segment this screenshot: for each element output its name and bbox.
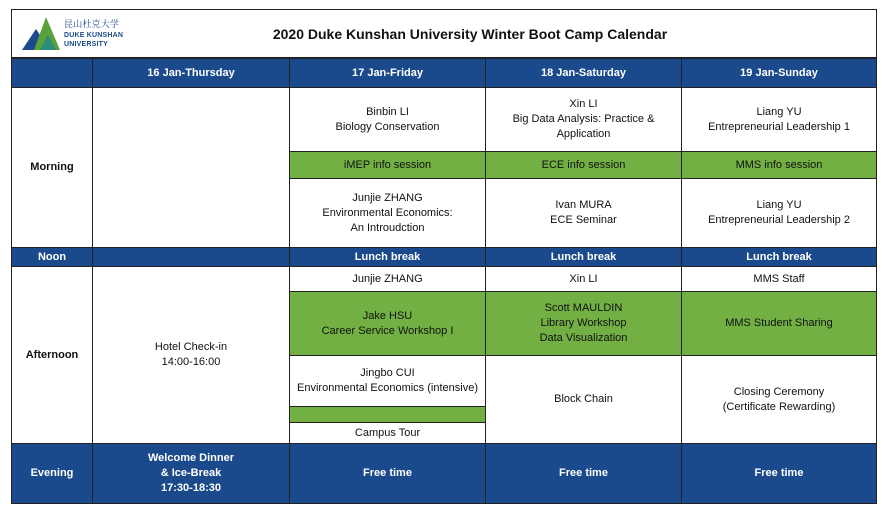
- friday-green-blank: [289, 406, 486, 423]
- sunday-morning-info-session: MMS info session: [681, 151, 877, 179]
- day-header-sunday: 19 Jan-Sunday: [681, 58, 877, 88]
- sunday-mms-staff: MMS Staff: [681, 266, 877, 292]
- period-label-noon: Noon: [11, 247, 93, 267]
- sunday-closing-ceremony: Closing Ceremony (Certificate Rewarding): [681, 355, 877, 444]
- friday-campus-tour: Campus Tour: [289, 422, 486, 444]
- friday-morning-session-2: Junjie ZHANG Environmental Economics: An Introudction: [289, 178, 486, 248]
- day-header-friday: 17 Jan-Friday: [289, 58, 486, 88]
- sunday-lunch-break: Lunch break: [681, 247, 877, 267]
- thursday-morning-empty: [92, 87, 290, 248]
- mountain-logo-icon: [22, 17, 62, 51]
- period-label-morning: Morning: [11, 87, 93, 248]
- sunday-morning-session-1: Liang YU Entrepreneurial Leadership 1: [681, 87, 877, 152]
- thursday-noon-empty: [92, 247, 290, 267]
- logo-line1: DUKE KUNSHAN: [64, 32, 124, 39]
- saturday-morning-session-1: Xin LI Big Data Analysis: Practice & Application: [485, 87, 682, 152]
- logo-line2: UNIVERSITY: [64, 41, 109, 48]
- header-corner: [11, 58, 93, 88]
- sunday-free-time: Free time: [681, 443, 877, 504]
- friday-afternoon-speaker: Junjie ZHANG: [289, 266, 486, 292]
- sunday-morning-session-2: Liang YU Entrepreneurial Leadership 2: [681, 178, 877, 248]
- day-header-saturday: 18 Jan-Saturday: [485, 58, 682, 88]
- saturday-lunch-break: Lunch break: [485, 247, 682, 267]
- logo-chinese-text: 昆山杜克大学: [64, 19, 120, 29]
- university-logo: [22, 16, 142, 52]
- saturday-afternoon-speaker: Xin LI: [485, 266, 682, 292]
- saturday-free-time: Free time: [485, 443, 682, 504]
- saturday-library-workshop: Scott MAULDIN Library Workshop Data Visualization: [485, 291, 682, 356]
- friday-career-workshop: Jake HSU Career Service Workshop I: [289, 291, 486, 356]
- period-label-evening: Evening: [11, 443, 93, 504]
- friday-morning-info-session: iMEP info session: [289, 151, 486, 179]
- page-title: 2020 Duke Kunshan University Winter Boot Camp Calendar: [272, 25, 668, 42]
- friday-environmental-economics: Jingbo CUI Environmental Economics (intensive): [289, 355, 486, 407]
- thursday-hotel-check-in: Hotel Check-in 14:00-16:00: [92, 266, 290, 444]
- friday-lunch-break: Lunch break: [289, 247, 486, 267]
- day-header-thursday: 16 Jan-Thursday: [92, 58, 290, 88]
- sunday-student-sharing: MMS Student Sharing: [681, 291, 877, 356]
- saturday-morning-info-session: ECE info session: [485, 151, 682, 179]
- saturday-morning-session-2: Ivan MURA ECE Seminar: [485, 178, 682, 248]
- thursday-welcome-dinner: Welcome Dinner & Ice-Break 17:30-18:30: [92, 443, 290, 504]
- saturday-block-chain: Block Chain: [485, 355, 682, 444]
- friday-morning-session-1: Binbin LI Biology Conservation: [289, 87, 486, 152]
- period-label-afternoon: Afternoon: [11, 266, 93, 444]
- friday-free-time: Free time: [289, 443, 486, 504]
